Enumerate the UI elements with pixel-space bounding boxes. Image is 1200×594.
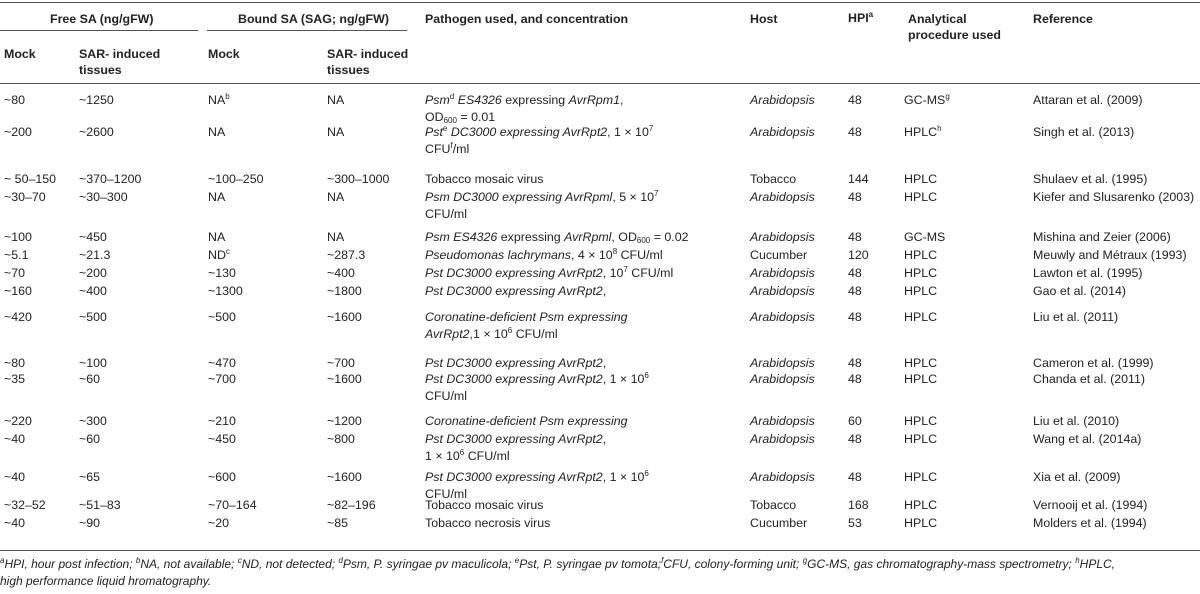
reference: Liu et al. (2011) — [1033, 310, 1119, 324]
hpi: 48 — [848, 432, 862, 446]
table-bottom-rule — [0, 550, 1200, 551]
free-sa-sar: ~300 — [79, 414, 107, 428]
bound-sa-sar: ~1600 — [327, 310, 362, 324]
table-top-rule — [0, 2, 1200, 3]
analytical-procedure: HPLC — [904, 310, 938, 324]
reference: Mishina and Zeier (2006) — [1033, 230, 1171, 244]
footnote-line-2: high performance liquid hromatography. — [0, 574, 212, 588]
free-sa-mock: ~40 — [4, 432, 26, 446]
reference: Shulaev et al. (1995) — [1033, 172, 1148, 186]
host: Arabidopsis — [750, 372, 815, 386]
bound-sa-mock: ~600 — [208, 470, 236, 484]
header-free-mock: Mock — [4, 47, 36, 61]
bound-sa-sar: ~1600 — [327, 372, 362, 386]
free-sa-mock: ~30–70 — [4, 190, 46, 204]
free-sa-mock: ~200 — [4, 125, 32, 139]
header-hpi: HPI$^a$ — [848, 10, 874, 25]
header-analytical-procedure: Analytical procedure used — [908, 12, 1001, 42]
free-sa-mock: ~420 — [4, 310, 32, 324]
free-sa-mock: ~5.1 — [4, 248, 29, 262]
reference: Wang et al. (2014a) — [1033, 432, 1142, 446]
hpi: 48 — [848, 356, 862, 370]
bound-sa-sar: ~700 — [327, 356, 355, 370]
hpi: 48 — [848, 372, 862, 386]
free-sa-mock: ~32–52 — [4, 498, 46, 512]
hpi: 48 — [848, 230, 862, 244]
analytical-procedure: HPLC — [904, 470, 938, 484]
hpi: 168 — [848, 498, 869, 512]
free-sa-sar: ~65 — [79, 470, 101, 484]
free-sa-sar: ~90 — [79, 516, 101, 530]
reference: Xia et al. (2009) — [1033, 470, 1121, 484]
free-sa-sar: ~2600 — [79, 125, 114, 139]
reference: Attaran et al. (2009) — [1033, 93, 1143, 107]
header-bottom-rule — [0, 83, 1200, 84]
host: Cucumber — [750, 516, 808, 530]
pathogen-concentration: Psm ES4326 expressing AvrRpml, $OD_{600} = 0.02$ — [425, 230, 689, 245]
analytical-procedure: HPLC — [904, 190, 938, 204]
reference: Chanda et al. (2011) — [1033, 372, 1146, 386]
host: Arabidopsis — [750, 190, 815, 204]
free-sa-sar: ~30–300 — [79, 190, 128, 204]
footnote-line-1: $^a$HPI, hour post infection; $^b$NA, not available; $^c$ND, not detected; $^d$Psm, P. syringae pv maculicola; $^e$Pst, P. syringae pv tomota;$^f$CFU, colony-forming unit; $^g$GC-MS, gas chromatography-mass spectrometry; $^h$HPLC, — [0, 556, 1116, 571]
hpi: 48 — [848, 266, 862, 280]
header-bound-sa-underline — [207, 30, 407, 31]
hpi: 48 — [848, 470, 862, 484]
bound-sa-sar: ~300–1000 — [327, 172, 390, 186]
pathogen-concentration: Pst DC3000 expressing AvrRpt2, — [425, 284, 607, 298]
bound-sa-mock: ~70–164 — [208, 498, 257, 512]
bound-sa-mock: $NA^b$ — [208, 92, 230, 107]
bound-sa-mock: ~500 — [208, 310, 236, 324]
bound-sa-sar: NA — [327, 230, 345, 244]
bound-sa-mock: ~210 — [208, 414, 236, 428]
free-sa-sar: ~100 — [79, 356, 107, 370]
bound-sa-mock: ~470 — [208, 356, 236, 370]
hpi: 120 — [848, 248, 869, 262]
reference: Kiefer and Slusarenko (2003) — [1033, 190, 1195, 204]
pathogen-concentration: Coronatine-deficient Psm expressing — [425, 414, 628, 428]
pathogen-concentration: Psm DC3000 expressing AvrRpml, $5 \times 10^7$ CFU/ml — [425, 189, 659, 221]
host: Arabidopsis — [750, 230, 815, 244]
pathogen-concentration: Tobacco mosaic virus — [425, 498, 544, 512]
free-sa-sar: ~1250 — [79, 93, 114, 107]
free-sa-mock: ~35 — [4, 372, 26, 386]
bound-sa-sar: NA — [327, 190, 345, 204]
bound-sa-mock: NA — [208, 125, 226, 139]
reference: Cameron et al. (1999) — [1033, 356, 1154, 370]
pathogen-concentration: Pst DC3000 expressing AvrRpt2, — [425, 356, 607, 370]
header-reference: Reference — [1033, 12, 1093, 26]
hpi: 48 — [848, 310, 862, 324]
free-sa-sar: ~60 — [79, 432, 101, 446]
bound-sa-mock: ~450 — [208, 432, 236, 446]
bound-sa-sar: ~800 — [327, 432, 355, 446]
bound-sa-sar: ~1800 — [327, 284, 362, 298]
bound-sa-mock: ~100–250 — [208, 172, 264, 186]
analytical-procedure: HPLC — [904, 248, 938, 262]
free-sa-sar: ~400 — [79, 284, 107, 298]
bound-sa-sar: ~400 — [327, 266, 355, 280]
hpi: 48 — [848, 284, 862, 298]
host: Tobacco — [750, 498, 797, 512]
host: Arabidopsis — [750, 414, 815, 428]
pathogen-concentration: Pseudomonas lachrymans, $4 \times 10^8$ CFU/ml — [425, 247, 663, 262]
header-bound-mock: Mock — [208, 47, 240, 61]
bound-sa-mock: NA — [208, 190, 226, 204]
pathogen-concentration: Pst DC3000 expressing AvrRpt2, $10^7$ CFU/ml — [425, 265, 674, 280]
analytical-procedure: $GC-MS^g$ — [904, 92, 950, 107]
free-sa-sar: ~450 — [79, 230, 107, 244]
analytical-procedure: HPLC — [904, 498, 938, 512]
reference: Molders et al. (1994) — [1033, 516, 1147, 530]
bound-sa-mock: ~700 — [208, 372, 236, 386]
analytical-procedure: HPLC$^h$ — [904, 124, 942, 139]
bound-sa-sar: ~82–196 — [327, 498, 376, 512]
pathogen-concentration: Tobacco mosaic virus — [425, 172, 544, 186]
hpi: 53 — [848, 516, 862, 530]
free-sa-mock: ~100 — [4, 230, 32, 244]
hpi: 48 — [848, 93, 862, 107]
pathogen-concentration: Coronatine-deficient Psm expressing AvrRpt2,1 × $10^6$ CFU/ml — [425, 310, 628, 341]
header-pathogen: Pathogen used, and concentration — [425, 12, 629, 26]
hpi: 144 — [848, 172, 869, 186]
free-sa-mock: ~80 — [4, 356, 26, 370]
hpi: 48 — [848, 190, 862, 204]
analytical-procedure: HPLC — [904, 414, 938, 428]
pathogen-concentration: Pst DC3000 expressing AvrRpt2, $1 \times 10^6$ CFU/ml — [425, 432, 607, 463]
header-bound-sa: Bound SA (SAG; ng/gFW) — [238, 12, 389, 26]
bound-sa-mock: ~1300 — [208, 284, 243, 298]
free-sa-sar: ~51–83 — [79, 498, 121, 512]
free-sa-mock: ~40 — [4, 516, 26, 530]
bound-sa-sar: ~287.3 — [327, 248, 366, 262]
reference: Gao et al. (2014) — [1033, 284, 1126, 298]
analytical-procedure: HPLC — [904, 172, 938, 186]
bound-sa-sar: ~85 — [327, 516, 349, 530]
reference: Singh et al. (2013) — [1033, 125, 1135, 139]
pathogen-concentration: Pst DC3000 expressing AvrRpt2, $1 \times 10^6$ CFU/ml — [425, 371, 649, 403]
pathogen-concentration: Tobacco necrosis virus — [425, 516, 551, 530]
bound-sa-mock: ~130 — [208, 266, 236, 280]
pathogen-concentration: Psm$^d$ ES4326 expressing AvrRpm1, $OD_{600} = 0.01$ — [425, 92, 624, 125]
analytical-procedure: HPLC — [904, 372, 938, 386]
analytical-procedure: HPLC — [904, 432, 938, 446]
host: Arabidopsis — [750, 266, 815, 280]
bound-sa-sar: ~1600 — [327, 470, 362, 484]
pathogen-concentration: Pst DC3000 expressing AvrRpt2, $1 \times 10^6$ CFU/ml — [425, 469, 649, 501]
host: Arabidopsis — [750, 93, 815, 107]
host: Arabidopsis — [750, 470, 815, 484]
header-host: Host — [750, 12, 778, 26]
free-sa-mock: ~80 — [4, 93, 26, 107]
free-sa-mock: ~160 — [4, 284, 32, 298]
reference: Meuwly and Métraux (1993) — [1033, 248, 1187, 262]
host: Arabidopsis — [750, 432, 815, 446]
free-sa-mock: ~40 — [4, 470, 26, 484]
free-sa-sar: ~370–1200 — [79, 172, 142, 186]
analytical-procedure: HPLC — [904, 266, 938, 280]
free-sa-sar: ~60 — [79, 372, 101, 386]
header-bound-sar: SAR- induced tissues — [327, 47, 409, 77]
hpi: 48 — [848, 125, 862, 139]
header-free-sar: SAR- induced tissues — [79, 47, 161, 77]
host: Tobacco — [750, 172, 797, 186]
pathogen-concentration: Pst$^e$ DC3000 expressing AvrRpt2, $1 \times 10^7$ CFU$^f$/ml — [425, 124, 654, 156]
bound-sa-mock: ~20 — [208, 516, 230, 530]
host: Arabidopsis — [750, 125, 815, 139]
host: Arabidopsis — [750, 356, 815, 370]
host: Arabidopsis — [750, 310, 815, 324]
free-sa-sar: ~21.3 — [79, 248, 111, 262]
free-sa-mock: ~70 — [4, 266, 26, 280]
bound-sa-mock: $ND^c$ — [208, 247, 230, 262]
reference: Liu et al. (2010) — [1033, 414, 1120, 428]
bound-sa-sar: NA — [327, 125, 345, 139]
analytical-procedure: GC-MS — [904, 230, 946, 244]
reference: Lawton et al. (1995) — [1033, 266, 1143, 280]
analytical-procedure: HPLC — [904, 516, 938, 530]
analytical-procedure: HPLC — [904, 356, 938, 370]
host: Arabidopsis — [750, 284, 815, 298]
hpi: 60 — [848, 414, 862, 428]
bound-sa-sar: NA — [327, 93, 345, 107]
analytical-procedure: HPLC — [904, 284, 938, 298]
free-sa-mock: ~ 50–150 — [4, 172, 57, 186]
bound-sa-mock: NA — [208, 230, 226, 244]
header-free-sa-underline — [0, 30, 198, 31]
host: Cucumber — [750, 248, 808, 262]
free-sa-mock: ~220 — [4, 414, 32, 428]
header-free-sa: Free SA (ng/gFW) — [50, 12, 154, 26]
reference: Vernooij et al. (1994) — [1033, 498, 1148, 512]
free-sa-sar: ~500 — [79, 310, 107, 324]
bound-sa-sar: ~1200 — [327, 414, 362, 428]
free-sa-sar: ~200 — [79, 266, 107, 280]
